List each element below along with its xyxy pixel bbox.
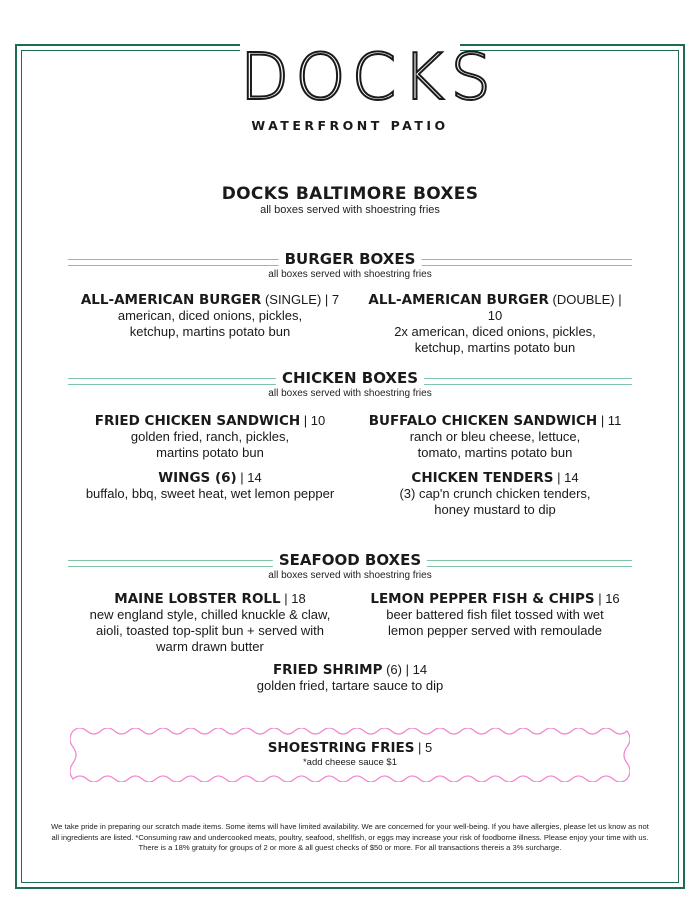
item-desc-line: buffalo, bbq, sweet heat, wet lemon pepper [85,486,335,501]
menu-item-maine-lobster-roll [80,591,340,655]
item-name: WINGS (6) [158,470,237,486]
menu-item-burger-single [80,292,340,340]
item-price: | 5 [414,740,433,755]
item-desc-line: warm drawn butter [156,639,264,654]
fries-callout-box [70,728,630,782]
item-name: FRIED CHICKEN SANDWICH [94,413,301,429]
item-price: | 14 [236,470,262,485]
item-name: FRIED SHRIMP [272,662,383,678]
item-name: ALL-AMERICAN BURGER [80,292,262,308]
item-desc-line: ranch or bleu cheese, lettuce, [409,429,581,444]
item-price: | 10 [300,413,326,428]
docks-logo [240,30,497,150]
menu-title: DOCKS BALTIMORE BOXES [221,184,479,204]
menu-item-fish-and-chips [360,591,630,639]
item-desc-line: lemon pepper served with remoulade [388,623,602,638]
item-price: | 14 [553,470,579,485]
item-desc-line: ketchup, martins potato bun [414,340,576,355]
item-name: MAINE LOBSTER ROLL [114,591,281,607]
item-desc-line: american, diced onions, pickles, [117,308,303,323]
footer-line: We take pride in preparing our scratch made items. Some items will have limited availability. We are concerned for your well-being. If you have allergies, please let us know as not [51,822,649,831]
menu-item-burger-double [360,292,630,356]
item-name: BUFFALO CHICKEN SANDWICH [368,413,598,429]
item-desc-line: 2x american, diced onions, pickles, [394,324,596,339]
section-title: SEAFOOD BOXES [273,551,427,569]
menu-item-fried-shrimp [200,662,500,694]
item-desc-line: ketchup, martins potato bun [129,324,291,339]
section-title: BURGER BOXES [279,250,422,268]
menu-item-chicken-tenders [360,470,630,518]
footer-disclaimer [40,822,660,854]
menu-item-shoestring-fries [70,740,630,769]
section-title: CHICKEN BOXES [276,369,424,387]
item-price: | 10 [487,292,622,323]
item-desc-line: new england style, chilled knuckle & claw, [89,607,331,622]
menu-item-buffalo-chicken-sandwich [360,413,630,461]
item-note: (6) [382,662,402,677]
menu-item-wings [80,470,340,502]
item-desc-line: golden fried, ranch, pickles, [130,429,290,444]
item-desc-line: martins potato bun [156,445,264,460]
item-name: LEMON PEPPER FISH & CHIPS [370,591,595,607]
item-price: | 7 [321,292,340,307]
footer-line: There is a 18% gratuity for groups of 2 or more & all guest checks of $50 or more. For all transactions thereis a 3% surcharge. [138,843,562,852]
logo-wordmark: DOCKS [240,41,497,115]
logo-subtitle: WATERFRONT PATIO [251,118,449,133]
item-name: CHICKEN TENDERS [411,470,554,486]
item-price: | 11 [597,413,622,428]
footer-line: all ingredients are listed. *Consuming raw and undercooked meats, poultry, seafood, shellfish, or eggs may increase your risk of foodborne illness. Please enjoy your time with us. [51,832,649,842]
item-desc-line: (3) cap'n crunch chicken tenders, [399,486,591,501]
item-price: | 14 [401,662,428,677]
item-desc-line: honey mustard to dip [434,502,556,517]
item-desc-line: tomato, martins potato bun [417,445,573,460]
section-subtitle: all boxes served with shoestring fries [268,388,432,399]
section-subtitle: all boxes served with shoestring fries [268,269,432,280]
item-desc-line: beer battered fish filet tossed with wet [386,607,604,622]
menu-subtitle: all boxes served with shoestring fries [260,204,440,216]
item-price: | 16 [594,591,620,606]
item-desc-line: aioli, toasted top-split bun + served with [96,623,324,638]
item-desc-line: golden fried, tartare sauce to dip [256,678,444,693]
menu-item-fried-chicken-sandwich [80,413,340,461]
item-name: ALL-AMERICAN BURGER [368,292,549,308]
item-note: (SINGLE) [261,292,322,307]
item-name: SHOESTRING FRIES [267,740,415,756]
item-desc-line: *add cheese sauce $1 [302,757,398,768]
item-price: | 18 [280,591,306,606]
item-note: (DOUBLE) [548,292,615,307]
section-subtitle: all boxes served with shoestring fries [268,570,432,581]
